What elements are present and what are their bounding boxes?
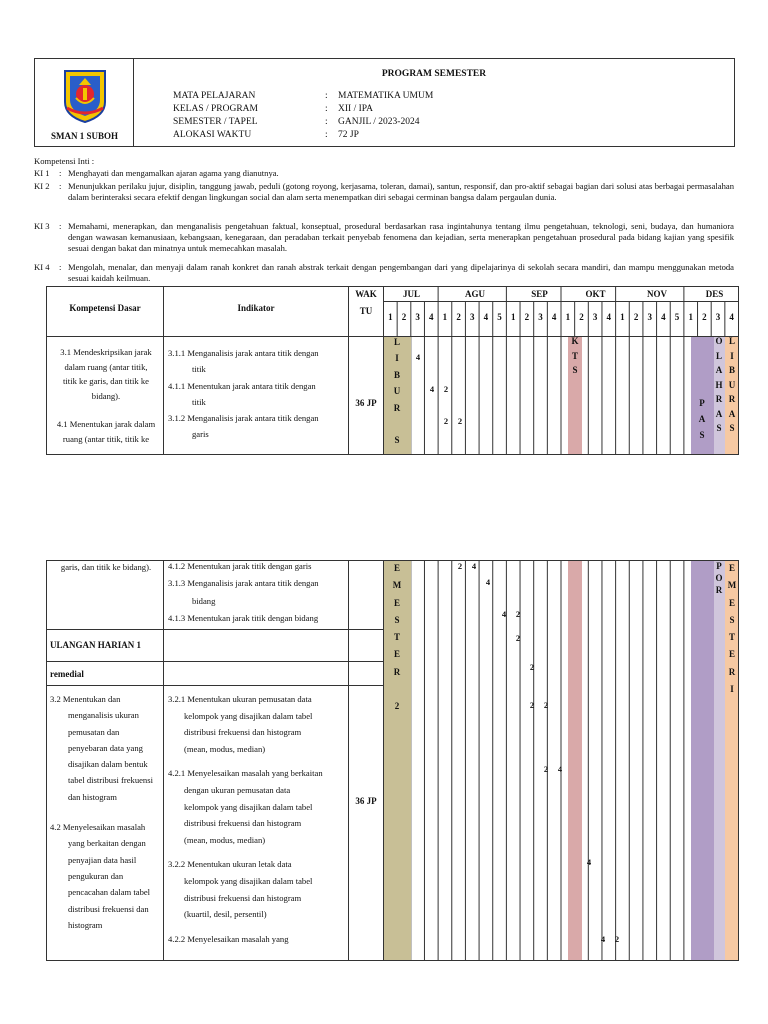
school-name: SMAN 1 SUBOH — [50, 131, 118, 141]
meta-separator: : — [325, 130, 328, 140]
ind-line: 3.2.2 Menentukan ukuran letak data — [168, 859, 292, 870]
week-number-header: 1 — [510, 312, 516, 322]
indikator2-text — [168, 691, 348, 947]
week-value: 2 — [614, 934, 620, 944]
ind-line: 3.1.2 Menganalisis jarak antara titik dengan — [168, 413, 319, 424]
week-number-header: 1 — [620, 312, 625, 322]
meta-value: GANJIL / 2023-2024 — [338, 117, 420, 127]
kd-line: penyebaran data yang — [68, 742, 143, 753]
kd-line: menganalisis ukuran — [68, 710, 139, 721]
olahraga-column — [714, 561, 725, 960]
vertical-label-libur: L I B U R A S — [728, 336, 736, 433]
ind-line: titik — [192, 364, 206, 375]
ki-text: Mengolah, menalar, dan menyaji dalam ranah konkret dan ranah abstrak terkait dengan pengembangan dari yang dipelajarinya di sekolah secara mandiri, dan mampu menggunakan metoda sesuai kaidah keilmuan. — [68, 262, 734, 284]
ind-line: garis — [192, 429, 209, 440]
month-header: DES — [705, 289, 724, 299]
kd-text — [50, 345, 162, 446]
ind-line: kelompok yang disajikan dalam tabel — [184, 710, 313, 721]
vertical-label-olahraga: O L A H R A S — [715, 336, 723, 433]
week-number-header: 2 — [524, 312, 530, 322]
ki-colon: : — [59, 221, 62, 231]
ind-line: (mean, modus, median) — [184, 743, 266, 754]
ki-colon: : — [59, 262, 62, 272]
vertical-label-pas: P A S — [698, 398, 706, 440]
week-number-header: 3 — [647, 312, 652, 322]
meta-value: XII / IPA — [338, 104, 374, 114]
week-value: 2 — [529, 662, 535, 672]
kompetensi-inti-title: Kompetensi Inti : — [34, 156, 95, 166]
indikator-text — [168, 345, 348, 443]
week-number-header: 2 — [401, 312, 407, 322]
ind-spacer — [168, 848, 348, 856]
meta-label: KELAS / PROGRAM — [173, 104, 258, 114]
week-number-header: 3 — [538, 312, 543, 322]
week-value: 2 — [443, 416, 449, 426]
kd-line: bidang). — [91, 390, 121, 401]
kd-line: 3.2 Menentukan dan — [50, 694, 121, 704]
kd-line: pengukuran dan — [68, 870, 124, 881]
week-value: 4 — [471, 561, 477, 571]
meta-separator: : — [325, 91, 328, 101]
ind-spacer — [168, 923, 348, 931]
vertical-label-kts: K T S — [571, 336, 579, 375]
ind-line: kelompok yang disajikan dalam tabel — [184, 801, 313, 812]
week-number-header: 2 — [702, 312, 707, 322]
jp-value: 36 JP — [355, 398, 377, 408]
kd-line: yang berkaitan dengan — [68, 838, 146, 849]
ind-line: 4.2.1 Menyelesaikan masalah yang berkaitan — [168, 768, 323, 779]
meta-value: 72 JP — [338, 130, 359, 140]
week-number-header: 1 — [565, 312, 571, 322]
week-number-header: 4 — [483, 312, 489, 322]
ind-line: titik — [192, 396, 206, 407]
ind-line: kelompok yang disajikan dalam tabel — [184, 875, 313, 886]
week-number-header: 4 — [729, 312, 734, 322]
ind-line: 4.1.2 Menentukan jarak titik dengan garis — [168, 561, 312, 571]
ind-line: 3.1.3 Menganalisis jarak antara titik dengan — [168, 578, 319, 589]
kd-line: penyajian data hasil — [68, 854, 137, 865]
ind-line: 3.1.1 Menganalisis jarak antara titik dengan — [168, 348, 319, 358]
week-number-header: 4 — [429, 312, 434, 322]
week-value: 2 — [457, 561, 463, 571]
week-number-header: 4 — [661, 312, 666, 322]
ind-line: (kuartil, desil, persentil) — [184, 909, 267, 920]
month-header: OKT — [585, 289, 606, 299]
week-value: 2 — [515, 633, 521, 643]
week-value: 4 — [429, 384, 435, 394]
month-header: SEP — [531, 289, 548, 299]
meta-label: SEMESTER / TAPEL — [173, 117, 258, 127]
vertical-label-libur: L I B U R S — [393, 337, 401, 446]
kd-line: distribusi frekuensi dan — [68, 903, 149, 914]
ind-line: 4.1.1 Menentukan jarak antara titik dengan — [168, 380, 316, 391]
kd-spacer — [50, 805, 162, 819]
kd-line: dalam ruang (antar titik, — [64, 361, 148, 372]
kd-line: disajikan dalam bentuk — [68, 759, 148, 770]
vertical-label-por: P O R — [715, 561, 723, 595]
kd-spacer — [50, 403, 162, 417]
remedial-label: remedial — [50, 669, 84, 679]
ki-code: KI 3 — [34, 221, 50, 231]
kd-line: 4.1 Menentukan jarak dalam — [56, 419, 156, 429]
week-number-header: 1 — [388, 312, 393, 322]
ind-line: distribusi frekuensi dan histogram — [184, 892, 302, 903]
month-header: JUL — [402, 289, 420, 299]
week-number-header: 3 — [715, 312, 721, 322]
week-number-header: 2 — [633, 312, 639, 322]
week-value: 4 — [600, 934, 606, 944]
pas-column — [691, 561, 714, 960]
week-value: 4 — [415, 352, 421, 362]
ki-code: KI 1 — [34, 168, 50, 178]
ind-line: dengan ukuran pemusatan data — [184, 784, 291, 795]
week-value: 2 — [443, 384, 449, 394]
kd-continued: garis, dan titik ke bidang). — [60, 562, 152, 572]
meta-separator: : — [325, 104, 328, 114]
document-title: PROGRAM SEMESTER — [381, 69, 487, 79]
week-number-header: 2 — [579, 312, 584, 322]
meta-label: ALOKASI WAKTU — [173, 130, 252, 140]
kd-line: pemusatan dan — [68, 726, 120, 737]
meta-separator: : — [325, 117, 328, 127]
kd-line: pencacahan dalam tabel — [68, 887, 151, 898]
ind-line: 4.1.3 Menentukan jarak titik dengan bidang — [168, 612, 319, 623]
col-header-waktu: TU — [359, 306, 373, 316]
meta-value: MATEMATIKA UMUM — [338, 91, 434, 101]
jp-value: 36 JP — [355, 796, 377, 806]
indikator-text — [168, 558, 348, 627]
week-value: 2 — [543, 700, 549, 710]
ulangan-harian-label: ULANGAN HARIAN 1 — [50, 640, 142, 650]
week-value: 2 — [457, 416, 463, 426]
kd-line: titik ke garis, dan titik ke — [63, 376, 149, 386]
week-number-header: 5 — [674, 312, 680, 322]
kd-line: histogram — [68, 919, 103, 930]
week-value: 4 — [586, 857, 592, 867]
ki-colon: : — [59, 168, 62, 178]
ind-line: bidang — [192, 595, 216, 606]
month-header: AGU — [465, 289, 485, 299]
ki-colon: : — [59, 181, 62, 191]
week-number-header: 5 — [497, 312, 502, 322]
kd-line: tabel distribusi frekuensi — [68, 775, 153, 786]
week-number-header: 2 — [456, 312, 461, 322]
week-value: 4 — [557, 764, 563, 774]
week-number-header: 4 — [606, 312, 612, 322]
week-value: 2 — [515, 609, 521, 619]
kd2-text — [50, 691, 162, 933]
kd-line: ruang (antar titik, titik ke — [62, 433, 150, 444]
vertical-label-semester: E M E S T E R 2 — [392, 563, 402, 712]
week-number-header: 4 — [551, 312, 557, 322]
col-header-waktu: WAK — [355, 289, 377, 299]
ind-spacer — [168, 757, 348, 765]
week-value: 2 — [529, 700, 535, 710]
kd-line: dan histogram — [68, 791, 117, 802]
week-value: 2 — [543, 764, 549, 774]
week-number-header: 3 — [592, 312, 598, 322]
ki-code: KI 4 — [34, 262, 50, 272]
kd-line: 4.2 Menyelesaikan masalah — [50, 822, 146, 833]
month-header: NOV — [647, 289, 667, 299]
vertical-label-emesteri: E M E S T E R I — [727, 563, 737, 695]
col-header-indikator: Indikator — [237, 303, 275, 313]
ki-text: Menghayati dan mengamalkan ajaran agama yang dianutnya. — [68, 168, 279, 178]
week-number-header: 1 — [688, 312, 693, 322]
week-value: 4 — [501, 609, 507, 619]
kts-column — [568, 561, 582, 960]
ki-text: Menunjukkan perilaku jujur, disiplin, tanggung jawab, peduli (gotong royong, kerjasama, toleran, damai), santun, responsif, dan pro-aktif sebagai bagian dari solusi atas berbagai permasalahan dalam berinteraksi secara efektif dengan lingkungan social dan alam serta menempatkan diri sebagai cerminan bangsa dalam pergaulan dunia. — [68, 181, 734, 203]
ki-text: Memahami, menerapkan, dan menganalisis pengetahuan faktual, konseptual, prosedural berdasarkan rasa ingintahunya tentang ilmu pengetahuan, teknologi, seni, budaya, dan humaniora dengan wawasan kemanusiaan, kebangsaan, kenegaraan, dan peradaban terkait penyebab fenomena dan kejadian, serta menerapkan pengetahuan prosedural pada bidang kajian yang spesifik sesuai dengan bakat dan minatnya untuk memecahkan masalah. — [68, 221, 734, 254]
meta-label: MATA PELAJARAN — [173, 91, 256, 101]
ki-code: KI 2 — [34, 181, 50, 191]
ind-line: distribusi frekuensi dan histogram — [184, 818, 302, 829]
week-number-header: 3 — [415, 312, 420, 322]
week-number-header: 1 — [442, 312, 448, 322]
ind-line: (mean, modus, median) — [184, 834, 266, 845]
week-value: 4 — [485, 577, 491, 587]
ind-line: 4.2.2 Menyelesaikan masalah yang — [168, 933, 289, 944]
ind-line: 3.2.1 Menentukan ukuran pemusatan data — [168, 694, 312, 704]
week-number-header: 3 — [469, 312, 475, 322]
ind-line: distribusi frekuensi dan histogram — [184, 727, 302, 738]
kd-line: 3.1 Mendeskripsikan jarak — [60, 347, 152, 357]
col-header-kd: Kompetensi Dasar — [69, 303, 141, 313]
